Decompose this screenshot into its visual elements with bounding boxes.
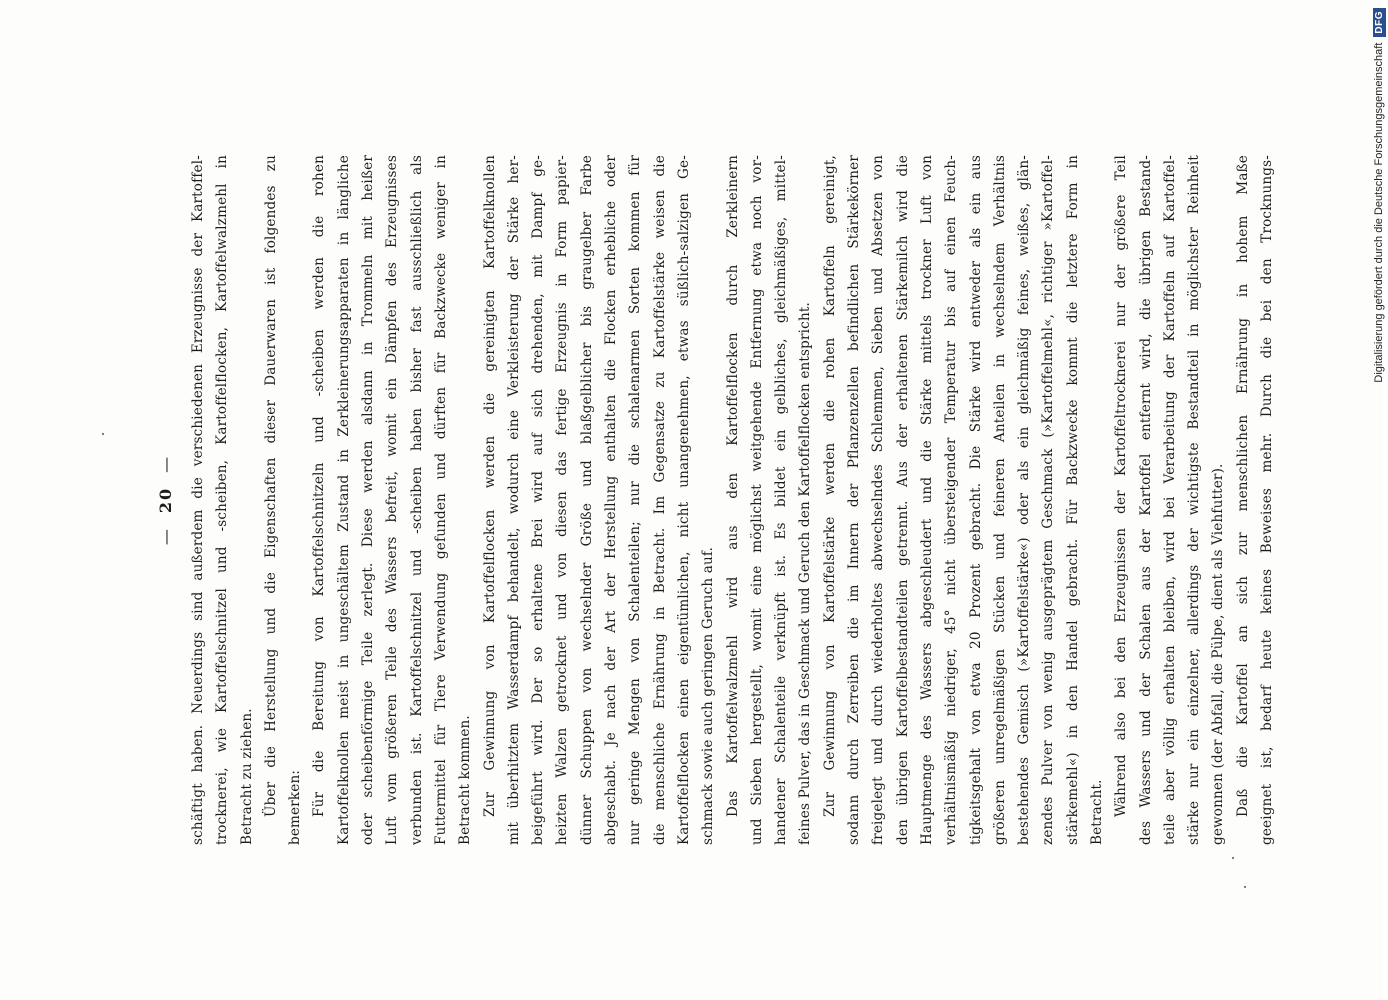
scan-speck (1244, 886, 1246, 888)
text-line: größeren unregelmäßigen Stücken und feineren Anteilen in wechselndem Verhältnis (991, 155, 1008, 845)
text-line: Futtermittel für Tiere Verwendung gefunden und dürften für Backzwecke weniger in (432, 155, 449, 845)
text-line: verbunden ist. Kartoffelschnitzel und -scheiben haben bisher fast ausschließlich als (408, 155, 425, 845)
dfg-logo: DFG (1373, 8, 1386, 37)
rotated-text-block (150, 155, 1276, 845)
text-line: beigeführt wird. Der so erhaltene Brei wird auf sich drehenden, mit Dampf ge- (530, 155, 547, 845)
text-line: Betracht. (1088, 779, 1105, 845)
text-line: Für die Bereitung von Kartoffelschnitzeln und -scheiben werden die rohen (311, 155, 328, 817)
text-line: teile aber völlig erhalten bleiben, wird bei Verarbeitung der Kartoffeln auf Kartoffel- (1161, 155, 1178, 845)
text-line: und Sieben hergestellt, womit eine möglichst weitgehende Entfernung etwa noch vor- (748, 155, 765, 845)
text-line: nur geringe Mengen von Schalenteilen; nur die schalenarmen Sorten kommen für (627, 155, 644, 845)
scan-speck (1232, 857, 1234, 859)
text-line: trocknerei, wie Kartoffelschnitzel und -scheiben, Kartoffelflocken, Kartoffelwalzmehl in (214, 155, 231, 845)
text-line: Zur Gewinnung von Kartoffelflocken werden die gereinigten Kartoffelknollen (481, 155, 498, 817)
header-dash-left: — (155, 527, 175, 546)
text-line: heizten Walzen getrocknet und von diesen das fertige Erzeugnis in Form papier- (554, 155, 571, 845)
text-line: sodann durch Zerreiben die im Innern der Pflanzenzellen befindlichen Stärkekörner (846, 155, 863, 845)
text-line: oder scheibenförmige Teile zerlegt. Diese werden alsdann in Trommeln mit heißer (360, 155, 377, 845)
text-line: schäftigt haben. Neuerdings sind außerdem die verschiedenen Erzeugnisse der Kartoffel- (190, 155, 206, 845)
text-line: zendes Pulver von wenig ausgeprägtem Geschmack (»Kartoffelmehl«, richtiger »Kartoffel- (1040, 155, 1057, 845)
body-text (186, 155, 1276, 845)
digitization-credit (1370, 8, 1388, 568)
header-dash-right: — (155, 454, 175, 473)
text-line: die menschliche Ernährung in Betracht. Im Gegensatze zu Kartoffelstärke weisen die (651, 155, 668, 845)
text-line: Über die Herstellung und die Eigenschaften dieser Dauerwaren ist folgendes zu (262, 155, 279, 817)
text-line: geeignet ist, bedarf heute keines Beweises mehr. Durch die bei den Trocknungs- (1259, 155, 1276, 845)
text-line: stärkemehl«) in den Handel gebracht. Für Backzwecke kommt die letztere Form in (1064, 155, 1081, 845)
text-line: dünner Schuppen von wechselnder Größe und blaßgelblicher bis graugelber Farbe (578, 155, 595, 845)
text-line: Daß die Kartoffel an sich zur menschlichen Ernährung in hohem Maße (1234, 155, 1251, 817)
text-line: bestehendes Gemisch (»Kartoffelstärke«) oder als ein gleichmäßig feines, weißes, glän- (1016, 155, 1033, 845)
text-line: handener Schalenteile verknüpft ist. Es bildet ein gelbliches, gleichmäßiges, mittel- (773, 155, 790, 845)
text-line: Luft vom größeren Teile des Wassers befreit, womit ein Dämpfen des Erzeugnisses (384, 155, 401, 845)
text-line: abgeschabt. Je nach der Art der Herstellung enthalten die Flocken erhebliche oder (603, 155, 620, 845)
page-number: 20 (155, 486, 175, 514)
text-line: verhältnismäßig niedriger, 45° nicht übersteigender Temperatur bis auf einen Feuch- (943, 155, 960, 845)
text-line: Hauptmenge des Wassers abgeschleudert und die Stärke mittels trockner Luft von (918, 155, 935, 845)
text-line: Zur Gewinnung von Kartoffelstärke werden die rohen Kartoffeln gereinigt, (821, 155, 838, 817)
text-line: freigelegt und durch wiederholtes abwechselndes Schlemmen, Sieben und Absetzen von (870, 155, 887, 845)
text-line: gewonnen (der Abfall, die Pülpe, dient als Viehfutter). (1210, 463, 1227, 845)
text-line: mit überhitztem Wasserdampf behandelt, wodurch eine Verkleisterung der Stärke her- (505, 155, 522, 845)
text-line: den übrigen Kartoffelbestandteilen getrennt. Aus der erhaltenen Stärkemilch wird die (894, 155, 911, 845)
text-line: feines Pulver, das in Geschmack und Geruch den Kartoffelflocken entspricht. (797, 302, 814, 845)
text-line: Während also bei den Erzeugnissen der Kartoffeltrocknerei nur der größere Teil (1113, 155, 1130, 817)
scan-speck (102, 433, 104, 435)
text-line: Das Kartoffelwalzmehl wird aus den Kartoffelflocken durch Zerkleinern (724, 155, 741, 817)
credit-text: Digitalisierung gefördert durch die Deutsche Forschungsgemeinschaft (1373, 42, 1385, 383)
text-line: des Wassers und der Schalen aus der Kartoffel entfernt wird, die übrigen Bestand- (1137, 155, 1154, 845)
text-line: bemerken: (287, 769, 304, 845)
text-line: Betracht zu ziehen. (238, 708, 255, 845)
page-header (150, 155, 180, 845)
text-line: stärke nur ein einzelner, allerdings der wichtigste Bestandteil in möglichster Reinheit (1186, 155, 1203, 845)
text-line: Kartoffelknollen meist in ungeschältem Zustand in Zerkleinerungsapparaten in längliche (335, 155, 352, 845)
text-line: Betracht kommen. (457, 715, 474, 845)
text-line: schmack sowie auch geringen Geruch auf. (700, 546, 717, 845)
text-line: Kartoffelflocken einen eigentümlichen, nicht unangenehmen, etwas süßlich-salzigen Ge- (675, 155, 692, 845)
text-line: tigkeitsgehalt von etwa 20 Prozent gebracht. Die Stärke wird entweder als ein aus (967, 155, 984, 845)
